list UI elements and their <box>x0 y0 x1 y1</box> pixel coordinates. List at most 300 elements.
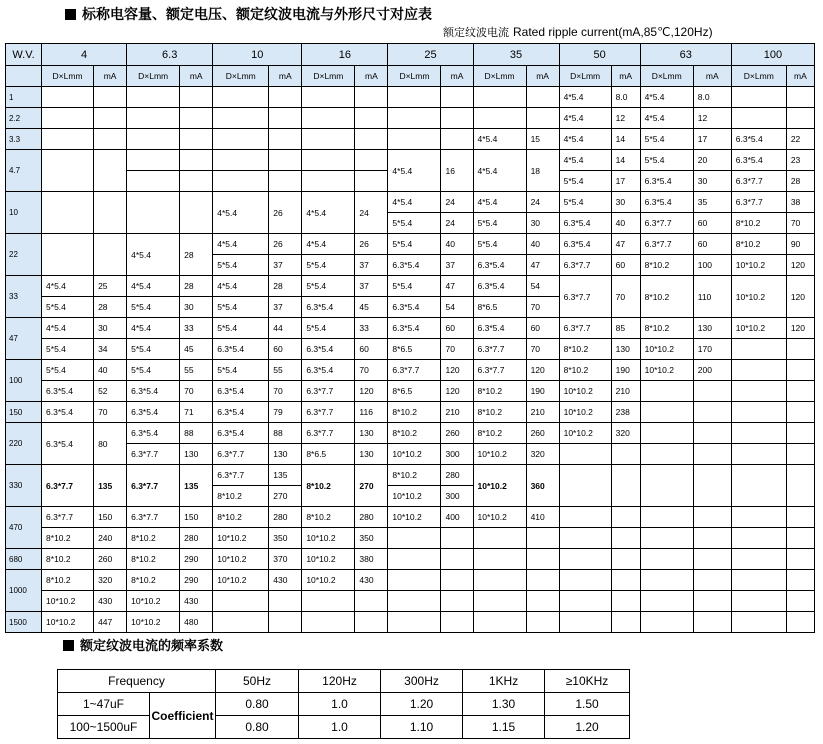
current-cell: 44 <box>269 318 302 339</box>
current-cell: 150 <box>94 507 127 528</box>
size-cell: 4*5.4 <box>559 129 611 150</box>
empty-cell <box>786 339 814 360</box>
empty-cell <box>731 528 786 549</box>
empty-cell <box>94 192 127 234</box>
empty-cell <box>526 549 559 570</box>
size-cell: 4*5.4 <box>559 87 611 108</box>
current-cell: 60 <box>611 255 640 276</box>
empty-cell <box>786 402 814 423</box>
empty-cell <box>94 150 127 192</box>
current-cell: 280 <box>180 528 213 549</box>
current-cell: 14 <box>611 129 640 150</box>
current-cell: 30 <box>611 192 640 213</box>
freq-header: 1KHz <box>463 670 545 693</box>
empty-cell <box>559 591 611 612</box>
size-cell: 4*5.4 <box>473 192 526 213</box>
empty-cell <box>473 612 526 633</box>
size-cell: 4*5.4 <box>473 129 526 150</box>
empty-cell <box>640 381 693 402</box>
current-cell: 290 <box>180 570 213 591</box>
empty-cell <box>441 87 473 108</box>
empty-cell <box>388 528 441 549</box>
voltage-header: 6.3 <box>127 44 213 66</box>
subtitle-en: Rated ripple current(mA,85℃,120Hz) <box>513 25 713 39</box>
current-cell: 150 <box>180 507 213 528</box>
size-cell: 4*5.4 <box>302 234 355 255</box>
empty-cell <box>94 87 127 108</box>
size-cell: 10*10.2 <box>302 528 355 549</box>
empty-cell <box>441 570 473 591</box>
empty-cell <box>180 192 213 234</box>
empty-cell <box>355 108 388 129</box>
current-cell: 24 <box>441 192 473 213</box>
empty-cell <box>302 129 355 150</box>
coefficient-label: Coefficient <box>150 693 216 739</box>
freq-header: 300Hz <box>381 670 463 693</box>
size-cell: 10*10.2 <box>731 276 786 318</box>
capacitance-label: 1500 <box>6 612 42 633</box>
size-cell: 6.3*5.4 <box>388 255 441 276</box>
empty-cell <box>731 465 786 507</box>
size-cell: 6.3*5.4 <box>388 297 441 318</box>
empty-cell <box>388 612 441 633</box>
current-cell: 130 <box>693 318 731 339</box>
empty-cell <box>42 87 94 108</box>
empty-cell <box>441 549 473 570</box>
current-cell: 8.0 <box>611 87 640 108</box>
current-cell: 90 <box>786 234 814 255</box>
size-cell: 6.3*7.7 <box>473 339 526 360</box>
empty-cell <box>559 465 611 507</box>
current-cell: 25 <box>94 276 127 297</box>
size-header: D×Lmm <box>559 66 611 87</box>
capacitance-range: 100~1500uF <box>58 716 150 739</box>
current-cell: 410 <box>526 507 559 528</box>
table-row <box>58 693 630 716</box>
size-cell: 6.3*5.4 <box>473 318 526 339</box>
empty-cell <box>269 129 302 150</box>
current-cell: 54 <box>441 297 473 318</box>
size-cell: 6.3*7.7 <box>127 444 180 465</box>
size-cell: 4*5.4 <box>42 276 94 297</box>
empty-cell <box>786 591 814 612</box>
voltage-header: 50 <box>559 44 640 66</box>
current-cell: 24 <box>441 213 473 234</box>
size-cell: 8*10.2 <box>473 402 526 423</box>
freq-header: 50Hz <box>216 670 299 693</box>
empty-cell <box>611 612 640 633</box>
empty-cell <box>731 507 786 528</box>
current-cell: 430 <box>94 591 127 612</box>
current-cell: 70 <box>269 381 302 402</box>
size-cell: 4*5.4 <box>42 318 94 339</box>
empty-cell <box>526 108 559 129</box>
current-cell: 100 <box>693 255 731 276</box>
size-cell: 10*10.2 <box>127 591 180 612</box>
empty-cell <box>526 612 559 633</box>
current-cell: 210 <box>611 381 640 402</box>
coefficient-value: 1.20 <box>545 716 630 739</box>
size-header: D×Lmm <box>388 66 441 87</box>
current-cell: 120 <box>786 255 814 276</box>
size-cell: 6.3*5.4 <box>213 423 269 444</box>
size-header: D×Lmm <box>213 66 269 87</box>
current-cell: 238 <box>611 402 640 423</box>
empty-cell <box>786 87 814 108</box>
current-cell: 210 <box>526 402 559 423</box>
empty-cell <box>693 570 731 591</box>
current-cell: 34 <box>94 339 127 360</box>
empty-cell <box>213 150 269 171</box>
current-cell: 38 <box>786 192 814 213</box>
size-cell: 6.3*5.4 <box>302 339 355 360</box>
size-cell: 6.3*5.4 <box>213 402 269 423</box>
empty-cell <box>640 465 693 507</box>
empty-cell <box>388 549 441 570</box>
empty-cell <box>355 612 388 633</box>
empty-cell <box>611 507 640 528</box>
empty-cell <box>640 423 693 444</box>
current-header: mA <box>269 66 302 87</box>
size-cell: 5*5.4 <box>213 360 269 381</box>
size-cell: 4*5.4 <box>640 87 693 108</box>
size-cell: 10*10.2 <box>213 570 269 591</box>
empty-cell <box>269 171 302 192</box>
size-cell: 5*5.4 <box>213 318 269 339</box>
table-row <box>58 716 630 739</box>
size-cell: 10*10.2 <box>302 570 355 591</box>
empty-cell <box>269 150 302 171</box>
table-row <box>6 381 815 402</box>
current-cell: 280 <box>269 507 302 528</box>
empty-cell <box>441 591 473 612</box>
size-cell: 5*5.4 <box>388 234 441 255</box>
current-cell: 14 <box>611 150 640 171</box>
empty-cell <box>127 192 180 234</box>
empty-cell <box>786 507 814 528</box>
capacitance-label: 100 <box>6 360 42 402</box>
size-cell: 8*10.2 <box>127 570 180 591</box>
size-cell: 6.3*5.4 <box>127 402 180 423</box>
size-cell: 4*5.4 <box>213 192 269 234</box>
current-header: mA <box>180 66 213 87</box>
empty-cell <box>388 87 441 108</box>
empty-cell <box>94 129 127 150</box>
wv-corner-label: W.V. <box>6 44 42 66</box>
empty-cell <box>473 570 526 591</box>
size-cell: 8*10.2 <box>388 402 441 423</box>
current-cell: 360 <box>526 465 559 507</box>
current-cell: 280 <box>355 507 388 528</box>
empty-cell <box>611 528 640 549</box>
empty-cell <box>693 591 731 612</box>
empty-cell <box>693 465 731 507</box>
table-row <box>6 108 815 129</box>
current-cell: 320 <box>94 570 127 591</box>
coefficient-value: 1.50 <box>545 693 630 716</box>
empty-cell <box>441 129 473 150</box>
page-title <box>65 4 432 24</box>
current-cell: 260 <box>441 423 473 444</box>
empty-cell <box>473 528 526 549</box>
size-cell: 6.3*7.7 <box>127 465 180 507</box>
empty-cell <box>559 612 611 633</box>
current-cell: 47 <box>611 234 640 255</box>
size-cell: 5*5.4 <box>302 255 355 276</box>
size-cell: 5*5.4 <box>388 276 441 297</box>
empty-cell <box>640 402 693 423</box>
table-row <box>6 465 815 486</box>
size-cell: 8*10.2 <box>127 528 180 549</box>
size-cell: 10*10.2 <box>388 507 441 528</box>
current-cell: 16 <box>441 150 473 192</box>
size-cell: 4*5.4 <box>302 192 355 234</box>
table-row <box>6 318 815 339</box>
empty-cell <box>388 570 441 591</box>
empty-cell <box>731 570 786 591</box>
coefficient-value: 0.80 <box>216 716 299 739</box>
current-cell: 70 <box>526 297 559 318</box>
current-cell: 170 <box>693 339 731 360</box>
size-cell: 10*10.2 <box>640 360 693 381</box>
current-cell: 300 <box>441 486 473 507</box>
current-cell: 60 <box>269 339 302 360</box>
empty-cell <box>302 87 355 108</box>
current-cell: 320 <box>526 444 559 465</box>
empty-cell <box>213 87 269 108</box>
empty-cell <box>693 444 731 465</box>
current-cell: 37 <box>355 255 388 276</box>
size-cell: 10*10.2 <box>388 486 441 507</box>
size-cell: 6.3*5.4 <box>640 171 693 192</box>
coefficient-value: 0.80 <box>216 693 299 716</box>
size-cell: 8*10.2 <box>127 549 180 570</box>
size-cell: 8*10.2 <box>640 318 693 339</box>
frequency-coefficient-table <box>57 669 630 739</box>
current-cell: 28 <box>180 276 213 297</box>
current-cell: 37 <box>441 255 473 276</box>
current-header: mA <box>526 66 559 87</box>
voltage-header: 4 <box>42 44 127 66</box>
empty-cell <box>640 549 693 570</box>
current-cell: 26 <box>269 234 302 255</box>
empty-cell <box>693 423 731 444</box>
size-cell: 5*5.4 <box>302 318 355 339</box>
frequency-label: Frequency <box>58 670 216 693</box>
current-cell: 24 <box>526 192 559 213</box>
current-cell: 70 <box>611 276 640 318</box>
empty-cell <box>786 528 814 549</box>
size-cell: 6.3*5.4 <box>42 402 94 423</box>
current-cell: 447 <box>94 612 127 633</box>
size-cell: 6.3*7.7 <box>388 360 441 381</box>
current-cell: 80 <box>94 423 127 465</box>
current-cell: 8.0 <box>693 87 731 108</box>
size-cell: 10*10.2 <box>731 255 786 276</box>
capacitance-label: 10 <box>6 192 42 234</box>
size-cell: 4*5.4 <box>388 192 441 213</box>
empty-cell <box>731 381 786 402</box>
current-cell: 120 <box>441 360 473 381</box>
size-header: D×Lmm <box>731 66 786 87</box>
current-cell: 350 <box>355 528 388 549</box>
current-cell: 130 <box>355 423 388 444</box>
size-cell: 6.3*7.7 <box>213 444 269 465</box>
empty-cell <box>473 591 526 612</box>
voltage-header: 25 <box>388 44 473 66</box>
current-cell: 135 <box>269 465 302 486</box>
current-cell: 135 <box>94 465 127 507</box>
current-cell: 40 <box>526 234 559 255</box>
capacitance-label: 1000 <box>6 570 42 612</box>
current-cell: 135 <box>180 465 213 507</box>
table-row <box>6 549 815 570</box>
size-cell: 8*6.5 <box>388 381 441 402</box>
current-cell: 70 <box>786 213 814 234</box>
coefficient-value: 1.30 <box>463 693 545 716</box>
current-cell: 130 <box>269 444 302 465</box>
empty-cell <box>355 150 388 171</box>
size-cell: 8*10.2 <box>473 423 526 444</box>
subtitle-zh: 额定纹波电流 <box>443 26 509 39</box>
current-header: mA <box>441 66 473 87</box>
size-cell: 6.3*5.4 <box>42 423 94 465</box>
empty-cell <box>355 129 388 150</box>
size-cell: 6.3*7.7 <box>302 381 355 402</box>
empty-cell <box>559 528 611 549</box>
empty-cell <box>388 129 441 150</box>
current-cell: 60 <box>693 234 731 255</box>
current-cell: 70 <box>355 360 388 381</box>
size-cell: 5*5.4 <box>42 297 94 318</box>
square-bullet-icon <box>63 640 74 651</box>
current-cell: 270 <box>355 465 388 507</box>
voltage-header: 63 <box>640 44 731 66</box>
current-cell: 30 <box>94 318 127 339</box>
current-cell: 70 <box>526 339 559 360</box>
size-cell: 10*10.2 <box>127 612 180 633</box>
current-header: mA <box>693 66 731 87</box>
size-cell: 6.3*5.4 <box>302 360 355 381</box>
empty-cell <box>473 87 526 108</box>
empty-cell <box>640 591 693 612</box>
size-cell: 4*5.4 <box>640 108 693 129</box>
size-cell: 5*5.4 <box>559 192 611 213</box>
table-row <box>6 570 815 591</box>
size-cell: 4*5.4 <box>127 276 180 297</box>
size-cell: 8*6.5 <box>473 297 526 318</box>
empty-cell <box>42 129 94 150</box>
empty-cell <box>559 570 611 591</box>
title-text: 标称电容量、额定电压、额定纹波电流与外形尺寸对应表 <box>82 7 432 23</box>
current-cell: 40 <box>94 360 127 381</box>
size-cell: 6.3*7.7 <box>640 213 693 234</box>
size-cell: 6.3*5.4 <box>473 276 526 297</box>
table-subtitle <box>443 24 713 40</box>
current-cell: 190 <box>526 381 559 402</box>
current-cell: 120 <box>355 381 388 402</box>
size-cell: 6.3*7.7 <box>42 465 94 507</box>
current-cell: 270 <box>269 486 302 507</box>
size-cell: 6.3*5.4 <box>559 213 611 234</box>
capacitance-label: 1 <box>6 87 42 108</box>
empty-cell <box>388 108 441 129</box>
size-cell: 5*5.4 <box>127 360 180 381</box>
size-cell: 6.3*7.7 <box>127 507 180 528</box>
size-cell: 8*10.2 <box>213 507 269 528</box>
empty-cell <box>127 108 180 129</box>
size-cell: 10*10.2 <box>473 507 526 528</box>
size-cell: 6.3*5.4 <box>640 192 693 213</box>
current-cell: 54 <box>526 276 559 297</box>
table-row <box>6 192 815 213</box>
table-row <box>6 612 815 633</box>
empty-cell <box>127 87 180 108</box>
table-row <box>6 129 815 150</box>
size-cell: 8*10.2 <box>559 339 611 360</box>
capacitance-label: 330 <box>6 465 42 507</box>
empty-cell <box>731 108 786 129</box>
size-cell: 10*10.2 <box>559 402 611 423</box>
empty-cell <box>526 528 559 549</box>
freq-header: 120Hz <box>299 670 381 693</box>
current-cell: 85 <box>611 318 640 339</box>
empty-cell <box>355 171 388 192</box>
empty-cell <box>786 360 814 381</box>
table-row <box>6 87 815 108</box>
current-cell: 71 <box>180 402 213 423</box>
current-cell: 430 <box>180 591 213 612</box>
empty-cell <box>355 87 388 108</box>
current-cell: 240 <box>94 528 127 549</box>
size-cell: 10*10.2 <box>302 549 355 570</box>
empty-cell <box>611 591 640 612</box>
size-cell: 10*10.2 <box>640 339 693 360</box>
empty-cell <box>640 570 693 591</box>
current-cell: 45 <box>355 297 388 318</box>
current-cell: 23 <box>786 150 814 171</box>
empty-cell <box>269 612 302 633</box>
current-cell: 30 <box>526 213 559 234</box>
current-cell: 200 <box>693 360 731 381</box>
size-cell: 6.3*7.7 <box>559 255 611 276</box>
current-cell: 280 <box>441 465 473 486</box>
size-cell: 6.3*5.4 <box>731 150 786 171</box>
empty-cell <box>302 171 355 192</box>
size-cell: 5*5.4 <box>388 213 441 234</box>
voltage-header: 35 <box>473 44 559 66</box>
current-cell: 130 <box>355 444 388 465</box>
size-cell: 8*6.5 <box>388 339 441 360</box>
current-cell: 17 <box>611 171 640 192</box>
size-cell: 4*5.4 <box>213 234 269 255</box>
empty-cell <box>213 129 269 150</box>
empty-cell <box>731 549 786 570</box>
size-cell: 10*10.2 <box>473 465 526 507</box>
empty-cell <box>94 234 127 276</box>
current-cell: 430 <box>269 570 302 591</box>
unit-header-row <box>6 66 815 87</box>
empty-cell <box>42 108 94 129</box>
current-cell: 30 <box>180 297 213 318</box>
size-cell: 6.3*5.4 <box>473 255 526 276</box>
table-row <box>6 276 815 297</box>
size-cell: 4*5.4 <box>127 234 180 276</box>
unit-corner <box>6 66 42 87</box>
size-cell: 8*6.5 <box>302 444 355 465</box>
current-cell: 37 <box>269 297 302 318</box>
current-cell: 24 <box>355 192 388 234</box>
